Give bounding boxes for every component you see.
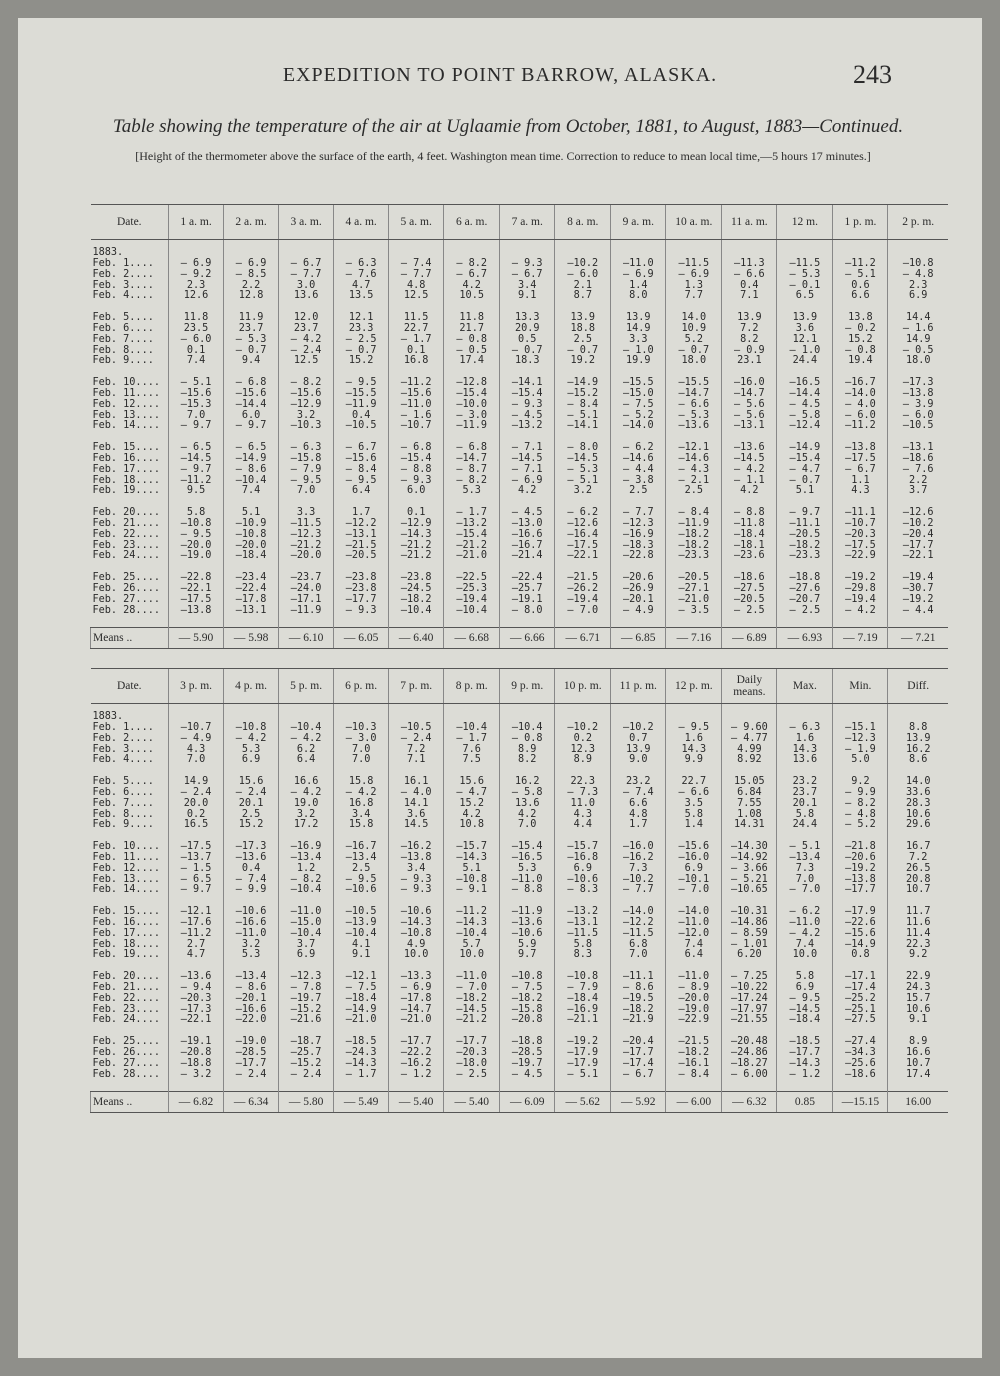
temperature-table-pm — [90, 668, 948, 1113]
temperature-cell: — 8.0 —14.5 — 5.3 — 5.1 3.2 — [555, 443, 611, 508]
means-label: Means .. — [91, 628, 169, 649]
means-row — [91, 628, 949, 649]
date-cell: Feb. 15.... Feb. 16.... Feb. 17.... Feb. 18.... Feb. 19.... — [92, 442, 160, 497]
header-row — [91, 205, 949, 240]
column-header: 1 p. m. — [833, 205, 888, 240]
temperature-cell: —10.4 — 1.7 7.6 7.5 — [444, 723, 500, 777]
temperature-cell: —13.6 —14.5 — 4.2 — 1.1 4.2 — [722, 443, 777, 508]
mean-value: —15.15 — [833, 1092, 888, 1113]
temperature-cell: —11.9 —13.6 —10.6 5.9 9.7 — [500, 907, 555, 972]
date-group-row — [91, 443, 949, 508]
column-header: 3 a. m. — [279, 205, 334, 240]
column-header: Diff. — [888, 669, 948, 704]
temperature-cell: — 8.4 —11.9 —18.2 —18.2 —23.3 — [666, 508, 722, 573]
column-header: Date. — [91, 205, 169, 240]
temperature-cell: 12.1 23.3 — 2.5 — 0.7 15.2 — [334, 313, 389, 378]
temperature-cell: —15.7 —14.3 5.1 —10.8 — 9.1 — [444, 842, 500, 907]
temperature-cell: — 7.1 —14.5 — 7.1 — 6.9 4.2 — [500, 443, 555, 508]
temperature-cell: 8.8 13.9 16.2 8.6 — [888, 723, 948, 777]
temperature-cell: —16.0 —16.2 7.3 —10.2 — 7.7 — [611, 842, 666, 907]
column-header: 6 a. m. — [444, 205, 500, 240]
temperature-cell: 11.8 21.7 — 0.8 — 0.5 17.4 — [444, 313, 500, 378]
temperature-cell: —17.1 —17.4 —25.2 —25.1 —27.5 — [833, 972, 888, 1037]
temperature-cell: —11.5 — 5.3 — 0.1 6.5 — [777, 259, 833, 313]
empty-cell — [334, 704, 389, 724]
column-header: 8 a. m. — [555, 205, 611, 240]
temperature-cell: —27.4 —34.3 —25.6 —18.6 — [833, 1037, 888, 1092]
temperature-cell: 13.8 — 0.2 15.2 — 0.8 19.4 — [833, 313, 888, 378]
temperature-cell: 22.7 — 6.6 3.5 5.8 1.4 — [666, 777, 722, 842]
temperature-cell: —22.8 —22.1 —17.5 —13.8 — [169, 573, 224, 628]
temperature-cell: — 6.2 —14.6 — 4.4 — 3.8 2.5 — [611, 443, 666, 508]
temperature-cell: 14.9 — 2.4 20.0 0.2 16.5 — [169, 777, 224, 842]
date-cell: Feb. 20.... Feb. 21.... Feb. 22.... Feb. 23.... Feb. 24.... — [92, 971, 160, 1026]
temperature-cell: — 9.7 —11.1 —20.5 —18.2 —23.3 — [777, 508, 833, 573]
temperature-cell: —16.7 —13.4 2.5 — 9.5 —10.6 — [334, 842, 389, 907]
temperature-cell: —23.8 —24.5 —18.2 —10.4 — [389, 573, 444, 628]
temperature-cell: 11.7 11.6 11.4 22.3 9.2 — [888, 907, 948, 972]
temperature-cell: —23.4 —22.4 —17.8 —13.1 — [224, 573, 279, 628]
temperature-cell: 8.9 16.6 10.7 17.4 — [888, 1037, 948, 1092]
document-page — [18, 18, 982, 1358]
date-cell: Feb. 25.... Feb. 26.... Feb. 27.... Feb. 28.... — [92, 572, 160, 616]
empty-cell — [279, 704, 334, 724]
temperature-cell: —10.2 0.2 12.3 8.9 — [555, 723, 611, 777]
temperature-cell: —20.48 —24.86 —18.27 — 6.00 — [722, 1037, 777, 1092]
temperature-cell: —10.31 —14.86 — 8.59 — 1.01 6.20 — [722, 907, 777, 972]
temperature-cell: — 5.1 —13.4 7.3 7.0 — 7.0 — [777, 842, 833, 907]
temperature-cell: —14.9 —15.4 — 4.7 — 0.7 5.1 — [777, 443, 833, 508]
temperature-cell: — 8.2 — 6.7 4.2 10.5 — [444, 259, 500, 313]
column-header: 5 p. m. — [279, 669, 334, 704]
mean-value: — 6.85 — [611, 628, 666, 649]
empty-cell — [666, 240, 722, 260]
date-group-row — [91, 1037, 949, 1092]
means-label: Means .. — [91, 1092, 169, 1113]
temperature-cell: — 6.5 —14.9 — 8.6 —10.4 7.4 — [224, 443, 279, 508]
temperature-cell: —12.1 — 7.5 —18.4 —14.9 —21.0 — [334, 972, 389, 1037]
empty-cell — [500, 240, 555, 260]
date-group-row — [91, 777, 949, 842]
temperature-cell: — 7.7 —12.3 —16.9 —18.3 —22.8 — [611, 508, 666, 573]
temperature-cell: 5.1 —10.9 —10.8 —20.0 —18.4 — [224, 508, 279, 573]
mean-value: — 5.90 — [169, 628, 224, 649]
column-header: 12 p. m. — [666, 669, 722, 704]
column-header: 11 p. m. — [611, 669, 666, 704]
empty-cell — [777, 704, 833, 724]
temperature-cell: — 6.7 — 7.7 3.0 13.6 — [279, 259, 334, 313]
temperature-cell: —16.5 —14.4 — 4.5 — 5.8 —12.4 — [777, 378, 833, 443]
temperature-cell: —13.6 — 9.4 —20.3 —17.3 —22.1 — [169, 972, 224, 1037]
column-header: Max. — [777, 669, 833, 704]
year-row — [91, 704, 949, 724]
temperature-cell: — 9.5 1.6 14.3 9.9 — [666, 723, 722, 777]
temperature-cell: —14.30 —14.92 — 3.66 — 5.21 —10.65 — [722, 842, 777, 907]
temperature-cell: —13.4 — 8.6 —20.1 —16.6 —22.0 — [224, 972, 279, 1037]
temperature-cell: —11.5 — 6.9 1.3 7.7 — [666, 259, 722, 313]
mean-value: — 6.09 — [500, 1092, 555, 1113]
temperature-cell: —10.5 — 2.4 7.2 7.1 — [389, 723, 444, 777]
date-cell: Feb. 25.... Feb. 26.... Feb. 27.... Feb. 28.... — [92, 1036, 160, 1080]
temperature-cell: —11.1 —10.7 —20.3 —17.5 —22.9 — [833, 508, 888, 573]
temperature-cell: —12.6 —10.2 —20.4 —17.7 —22.1 — [888, 508, 948, 573]
mean-value: 16.00 — [888, 1092, 948, 1113]
temperature-cell: —10.4 — 4.2 6.2 6.4 — [279, 723, 334, 777]
column-header: 11 a. m. — [722, 205, 777, 240]
empty-cell — [389, 704, 444, 724]
temperature-cell: —18.5 —24.3 —14.3 — 1.7 — [334, 1037, 389, 1092]
column-header: 4 a. m. — [334, 205, 389, 240]
temperature-cell: —17.7 —22.2 —16.2 — 1.2 — [389, 1037, 444, 1092]
column-header: 2 a. m. — [224, 205, 279, 240]
temperature-cell: —10.5 —13.9 —10.4 4.1 9.1 — [334, 907, 389, 972]
temperature-cell: 23.2 23.7 20.1 5.8 24.4 — [777, 777, 833, 842]
empty-cell — [555, 240, 611, 260]
empty-cell — [444, 704, 500, 724]
temperature-cell: —10.6 —14.3 —10.8 4.9 10.0 — [389, 907, 444, 972]
temperature-cell: 11.8 23.5 — 6.0 0.1 7.4 — [169, 313, 224, 378]
temperature-cell: 0.1 —12.9 —14.3 —21.2 —21.2 — [389, 508, 444, 573]
mean-value: — 6.93 — [777, 628, 833, 649]
date-group-row — [91, 972, 949, 1037]
temperature-cell: —16.7 —14.0 — 4.0 — 6.0 —11.2 — [833, 378, 888, 443]
temperature-cell: — 6.9 — 9.2 2.3 12.6 — [169, 259, 224, 313]
date-group-row — [91, 573, 949, 628]
column-header: 7 a. m. — [500, 205, 555, 240]
mean-value: — 5.40 — [389, 1092, 444, 1113]
temperature-cell: 13.9 3.6 12.1 — 1.0 24.4 — [777, 313, 833, 378]
empty-cell — [169, 240, 224, 260]
temperature-cell: —11.2 —14.3 —10.4 5.7 10.0 — [444, 907, 500, 972]
column-header: Date. — [91, 669, 169, 704]
temperature-cell: —19.4 —30.7 —19.2 — 4.4 — [888, 573, 948, 628]
temperature-cell: —13.3 — 6.9 —17.8 —14.7 —21.0 — [389, 972, 444, 1037]
temperature-cell: —10.2 — 6.0 2.1 8.7 — [555, 259, 611, 313]
mean-value: — 6.10 — [279, 628, 334, 649]
empty-cell — [224, 240, 279, 260]
temperature-cell: 13.9 7.2 8.2 — 0.9 23.1 — [722, 313, 777, 378]
year-row — [91, 240, 949, 260]
temperature-cell: — 9.5 —15.5 —11.9 0.4 —10.5 — [334, 378, 389, 443]
column-header: 5 a. m. — [389, 205, 444, 240]
temperature-cell: 11.5 22.7 — 1.7 0.1 16.8 — [389, 313, 444, 378]
temperature-cell: 22.3 — 7.3 11.0 4.3 4.4 — [555, 777, 611, 842]
temperature-cell: —15.4 —16.5 5.3 —11.0 — 8.8 — [500, 842, 555, 907]
column-header: 4 p. m. — [224, 669, 279, 704]
column-header: 9 a. m. — [611, 205, 666, 240]
column-header: 6 p. m. — [334, 669, 389, 704]
temperature-cell: —15.5 —14.7 — 6.6 — 5.3 —13.6 — [666, 378, 722, 443]
empty-cell — [444, 240, 500, 260]
column-header: 2 p. m. — [888, 205, 948, 240]
temperature-cell: 12.0 23.7 — 4.2 — 2.4 12.5 — [279, 313, 334, 378]
date-cell: Feb. 20.... Feb. 21.... Feb. 22.... Feb. 23.... Feb. 24.... — [92, 507, 160, 562]
temperature-cell: —12.1 —14.6 — 4.3 — 2.1 2.5 — [666, 443, 722, 508]
temperature-cell: 23.2 — 7.4 6.6 4.8 1.7 — [611, 777, 666, 842]
mean-value: — 6.89 — [722, 628, 777, 649]
date-cell: Feb. 10.... Feb. 11.... Feb. 12.... Feb. 13.... Feb. 14.... — [92, 377, 160, 432]
date-group-row — [91, 313, 949, 378]
temperature-cell: —21.5 —18.2 —16.1 — 8.4 — [666, 1037, 722, 1092]
date-group-row — [91, 508, 949, 573]
temperature-cell: —10.7 — 4.9 4.3 7.0 — [169, 723, 224, 777]
empty-cell — [833, 704, 888, 724]
temperature-cell: — 7.4 — 7.7 4.8 12.5 — [389, 259, 444, 313]
temperature-cell: —11.3 — 6.6 0.4 7.1 — [722, 259, 777, 313]
mean-value: — 6.66 — [500, 628, 555, 649]
temperature-cell: —17.3 —13.8 — 3.9 — 6.0 —10.5 — [888, 378, 948, 443]
mean-value: — 6.68 — [444, 628, 500, 649]
temperature-cell: 16.2 — 5.8 13.6 4.2 7.0 — [500, 777, 555, 842]
temperature-cell: —11.0 — 7.0 —18.2 —14.5 —21.2 — [444, 972, 500, 1037]
temperature-cell: —22.4 —25.7 —19.1 — 8.0 — [500, 573, 555, 628]
temperature-cell: —17.7 —20.3 —18.0 — 2.5 — [444, 1037, 500, 1092]
mean-value: — 6.05 — [334, 628, 389, 649]
temperature-cell: —11.2 —15.6 —11.0 — 1.6 —10.7 — [389, 378, 444, 443]
temperature-cell: —20.5 —27.1 —21.0 — 3.5 — [666, 573, 722, 628]
mean-value: — 5.92 — [611, 1092, 666, 1113]
temperature-cell: —19.2 —29.8 —19.4 — 4.2 — [833, 573, 888, 628]
temperature-cell: —11.2 — 5.1 0.6 6.6 — [833, 259, 888, 313]
year-label: 1883. — [92, 711, 124, 722]
mean-value: — 6.00 — [666, 1092, 722, 1113]
temperature-cell: —15.5 —15.0 — 7.5 — 5.2 —14.0 — [611, 378, 666, 443]
temperature-cell: —19.0 —28.5 —17.7 — 2.4 — [224, 1037, 279, 1092]
temperature-cell: —11.0 — 8.9 —20.0 —19.0 —22.9 — [666, 972, 722, 1037]
mean-value: — 7.19 — [833, 628, 888, 649]
temperature-cell: —21.8 —20.6 —19.2 —13.8 —17.7 — [833, 842, 888, 907]
empty-cell — [279, 240, 334, 260]
temperature-cell: — 7.25 —10.22 —17.24 —17.97 —21.55 — [722, 972, 777, 1037]
temperature-cell: —19.1 —20.8 —18.8 — 3.2 — [169, 1037, 224, 1092]
empty-cell — [611, 240, 666, 260]
empty-cell — [611, 704, 666, 724]
temperature-cell: —14.0 —12.2 —11.5 6.8 7.0 — [611, 907, 666, 972]
temperature-cell: 1.7 —12.2 —13.1 —21.5 —20.5 — [334, 508, 389, 573]
date-cell: Feb. 5.... Feb. 6.... Feb. 7.... Feb. 8.... Feb. 9.... — [92, 776, 154, 831]
temperature-cell: —23.7 —24.0 —17.1 —11.9 — [279, 573, 334, 628]
temperature-cell: —20.6 —26.9 —20.1 — 4.9 — [611, 573, 666, 628]
column-header: 9 p. m. — [500, 669, 555, 704]
mean-value: — 6.40 — [389, 628, 444, 649]
date-group-row — [91, 259, 949, 313]
temperature-cell: —11.0 —15.0 —10.4 3.7 6.9 — [279, 907, 334, 972]
temperature-cell: 9.2 — 9.9 — 8.2 — 4.8 — 5.2 — [833, 777, 888, 842]
temperature-cell: —14.0 —11.0 —12.0 7.4 6.4 — [666, 907, 722, 972]
empty-cell — [888, 240, 948, 260]
temperature-cell: — 6.3 —15.8 — 7.9 — 9.5 7.0 — [279, 443, 334, 508]
mean-value: 0.85 — [777, 1092, 833, 1113]
temperature-cell: —10.3 — 3.0 7.0 7.0 — [334, 723, 389, 777]
temperature-cell: —10.8 — 4.8 2.3 6.9 — [888, 259, 948, 313]
column-header: 12 m. — [777, 205, 833, 240]
date-cell: Feb. 15.... Feb. 16.... Feb. 17.... Feb. 18.... Feb. 19.... — [92, 906, 160, 961]
means-row — [91, 1092, 949, 1113]
empty-cell — [555, 704, 611, 724]
temperature-table-am — [90, 204, 948, 649]
temperature-cell: — 6.8 —15.6 —14.4 6.0 — 9.7 — [224, 378, 279, 443]
temperature-cell: 15.6 — 4.7 15.2 4.2 10.8 — [444, 777, 500, 842]
column-header: 1 a. m. — [169, 205, 224, 240]
temperature-cell: 11.9 23.7 — 5.3 — 0.7 9.4 — [224, 313, 279, 378]
temperature-cell: —19.2 —17.9 —17.9 — 5.1 — [555, 1037, 611, 1092]
temperature-cell: 5.8 6.9 — 9.5 —14.5 —18.4 — [777, 972, 833, 1037]
column-header: 10 a. m. — [666, 205, 722, 240]
temperature-cell: —10.2 0.7 13.9 9.0 — [611, 723, 666, 777]
date-cell: Feb. 10.... Feb. 11.... Feb. 12.... Feb. 13.... Feb. 14.... — [92, 841, 160, 896]
temperature-cell: —13.1 —18.6 — 7.6 2.2 3.7 — [888, 443, 948, 508]
temperature-cell: 5.8 —10.8 — 9.5 —20.0 —19.0 — [169, 508, 224, 573]
column-header: 8 p. m. — [444, 669, 500, 704]
mean-value: — 5.40 — [444, 1092, 500, 1113]
table-caption: Table showing the temperature of the air at Uglaamie from October, 1881, to August, 1883—Continued. — [112, 116, 904, 137]
temperature-cell: 14.4 — 1.6 14.9 — 0.5 18.0 — [888, 313, 948, 378]
running-head — [18, 60, 982, 94]
temperature-cell: — 6.3 — 7.6 4.7 13.5 — [334, 259, 389, 313]
temperature-cell: —15.1 —12.3 — 1.9 5.0 — [833, 723, 888, 777]
temperature-cell: 16.7 7.2 26.5 20.8 10.7 — [888, 842, 948, 907]
temperature-cell: 15.05 6.84 7.55 1.08 14.31 — [722, 777, 777, 842]
temperature-cell: — 4.5 —13.0 —16.6 —16.7 —21.4 — [500, 508, 555, 573]
temperature-cell: 16.1 — 4.0 14.1 3.6 14.5 — [389, 777, 444, 842]
table-note: [Height of the thermometer above the surface of the earth, 4 feet. Washington mean time. Correction to reduce to mean local time,—5 hours 17 minutes.] — [135, 149, 871, 163]
temperature-cell: — 8.2 —15.6 —12.9 3.2 —10.3 — [279, 378, 334, 443]
temperature-cell: — 5.1 —15.6 —15.3 7.0 — 9.7 — [169, 378, 224, 443]
date-group-row — [91, 907, 949, 972]
temperature-cell: —21.5 —26.2 —19.4 — 7.0 — [555, 573, 611, 628]
temperature-cell: —17.5 —13.7 — 1.5 — 6.5 — 9.7 — [169, 842, 224, 907]
column-header: Min. — [833, 669, 888, 704]
temperature-cell: —14.1 —15.4 — 9.3 — 4.5 —13.2 — [500, 378, 555, 443]
temperature-cell: 14.0 10.9 5.2 — 0.7 18.0 — [666, 313, 722, 378]
temperature-cell: 15.8 — 4.2 16.8 3.4 15.8 — [334, 777, 389, 842]
mean-value: — 6.32 — [722, 1092, 777, 1113]
temperature-cell: —16.0 —14.7 — 5.6 — 5.6 —13.1 — [722, 378, 777, 443]
empty-cell — [666, 704, 722, 724]
temperature-cell: —10.6 —16.6 —11.0 3.2 5.3 — [224, 907, 279, 972]
page-number: 243 — [853, 60, 892, 89]
temperature-cell: —17.3 —13.6 0.4 — 7.4 — 9.9 — [224, 842, 279, 907]
temperature-cell: —10.4 — 0.8 8.9 8.2 — [500, 723, 555, 777]
temperature-cell: —13.8 —17.5 — 6.7 1.1 4.3 — [833, 443, 888, 508]
temperature-cell: —15.7 —16.8 6.9 —10.6 — 8.3 — [555, 842, 611, 907]
temperature-cell: —18.8 —27.6 —20.7 — 2.5 — [777, 573, 833, 628]
date-cell: Feb. 5.... Feb. 6.... Feb. 7.... Feb. 8.... Feb. 9.... — [92, 312, 154, 367]
empty-cell — [722, 240, 777, 260]
temperature-cell: —16.2 —13.8 3.4 — 9.3 — 9.3 — [389, 842, 444, 907]
temperature-cell: — 6.3 1.6 14.3 13.6 — [777, 723, 833, 777]
date-cell: Feb. 1.... Feb. 2.... Feb. 3.... Feb. 4.... — [92, 258, 154, 302]
empty-cell — [777, 240, 833, 260]
temperature-cell: 13.3 20.9 0.5 — 0.7 18.3 — [500, 313, 555, 378]
date-group-row — [91, 723, 949, 777]
temperature-cell: — 1.7 —13.2 —15.4 —21.2 —21.0 — [444, 508, 500, 573]
column-header: 10 p. m. — [555, 669, 611, 704]
date-cell: Feb. 1.... Feb. 2.... Feb. 3.... Feb. 4.... — [92, 722, 154, 766]
temperature-cell: —16.9 —13.4 1.2 — 8.2 —10.4 — [279, 842, 334, 907]
empty-cell — [334, 240, 389, 260]
date-group-row — [91, 378, 949, 443]
temperature-cell: —12.8 —15.4 —10.0 — 3.0 —11.9 — [444, 378, 500, 443]
year-label: 1883. — [92, 247, 124, 258]
temperature-cell: —15.6 —16.0 6.9 —10.1 — 7.0 — [666, 842, 722, 907]
temperature-cell: 3.3 —11.5 —12.3 —21.2 —20.0 — [279, 508, 334, 573]
temperature-cell: —17.9 —22.6 —15.6 —14.9 0.8 — [833, 907, 888, 972]
temperature-cell: —22.5 —25.3 —19.4 —10.4 — [444, 573, 500, 628]
temperature-cell: — 6.2 —11.0 — 4.2 7.4 10.0 — [777, 907, 833, 972]
temperature-cell: —14.9 —15.2 — 8.4 — 5.1 —14.1 — [555, 378, 611, 443]
temperature-cell: — 8.8 —11.8 —18.4 —18.1 —23.6 — [722, 508, 777, 573]
temperature-cell: —18.6 —27.5 —20.5 — 2.5 — [722, 573, 777, 628]
temperature-cell: —10.8 — 4.2 5.3 6.9 — [224, 723, 279, 777]
mean-value: — 6.71 — [555, 628, 611, 649]
mean-value: — 5.49 — [334, 1092, 389, 1113]
temperature-cell: —12.3 — 7.8 —19.7 —15.2 —21.6 — [279, 972, 334, 1037]
temperature-cell: 15.6 — 2.4 20.1 2.5 15.2 — [224, 777, 279, 842]
temperature-cell: —18.8 —28.5 —19.7 — 4.5 — [500, 1037, 555, 1092]
header-row — [91, 669, 949, 704]
temperature-cell: — 6.8 —15.4 — 8.8 — 9.3 6.0 — [389, 443, 444, 508]
temperature-cell: — 6.9 — 8.5 2.2 12.8 — [224, 259, 279, 313]
temperature-cell: 16.6 — 4.2 19.0 3.2 17.2 — [279, 777, 334, 842]
temperature-cell: — 6.2 —12.6 —16.4 —17.5 —22.1 — [555, 508, 611, 573]
mean-value: — 5.80 — [279, 1092, 334, 1113]
empty-cell — [224, 704, 279, 724]
mean-value: — 7.21 — [888, 628, 948, 649]
mean-value: — 5.62 — [555, 1092, 611, 1113]
temperature-cell: 14.0 33.6 28.3 10.6 29.6 — [888, 777, 948, 842]
temperature-cell: —20.4 —17.7 —17.4 — 6.7 — [611, 1037, 666, 1092]
temperature-cell: — 6.7 —15.6 — 8.4 — 9.5 6.4 — [334, 443, 389, 508]
temperature-cell: — 9.60 — 4.77 4.99 8.92 — [722, 723, 777, 777]
mean-value: — 5.98 — [224, 628, 279, 649]
temperature-cell: 13.9 14.9 3.3 — 1.0 19.9 — [611, 313, 666, 378]
mean-value: — 6.34 — [224, 1092, 279, 1113]
temperature-cell: —18.7 —25.7 —15.2 — 2.4 — [279, 1037, 334, 1092]
temperature-cell: —11.1 — 8.6 —19.5 —18.2 —21.9 — [611, 972, 666, 1037]
column-header: 7 p. m. — [389, 669, 444, 704]
temperature-cell: — 6.8 —14.7 — 8.7 — 8.2 5.3 — [444, 443, 500, 508]
empty-cell — [389, 240, 444, 260]
date-group-row — [91, 842, 949, 907]
empty-cell — [500, 704, 555, 724]
temperature-cell: —12.1 —17.6 —11.2 2.7 4.7 — [169, 907, 224, 972]
temperature-cell: —10.8 — 7.9 —18.4 —16.9 —21.1 — [555, 972, 611, 1037]
temperature-cell: —11.0 — 6.9 1.4 8.0 — [611, 259, 666, 313]
running-head-title: EXPEDITION TO POINT BARROW, ALASKA. — [282, 64, 718, 86]
column-header: Daily means. — [722, 669, 777, 704]
empty-cell — [833, 240, 888, 260]
empty-cell — [888, 704, 948, 724]
column-header: 3 p. m. — [169, 669, 224, 704]
temperature-cell: 22.9 24.3 15.7 10.6 9.1 — [888, 972, 948, 1037]
empty-cell — [169, 704, 224, 724]
empty-cell — [722, 704, 777, 724]
temperature-cell: — 9.3 — 6.7 3.4 9.1 — [500, 259, 555, 313]
temperature-cell: 13.9 18.8 2.5 — 0.7 19.2 — [555, 313, 611, 378]
mean-value: — 6.82 — [169, 1092, 224, 1113]
temperature-cell: —13.2 —13.1 —11.5 5.8 8.3 — [555, 907, 611, 972]
temperature-cell: —10.8 — 7.5 —18.2 —15.8 —20.8 — [500, 972, 555, 1037]
mean-value: — 7.16 — [666, 628, 722, 649]
temperature-cell: — 6.5 —14.5 — 9.7 —11.2 9.5 — [169, 443, 224, 508]
temperature-cell: —23.8 —23.8 —17.7 — 9.3 — [334, 573, 389, 628]
temperature-cell: —18.5 —17.7 —14.3 — 1.2 — [777, 1037, 833, 1092]
